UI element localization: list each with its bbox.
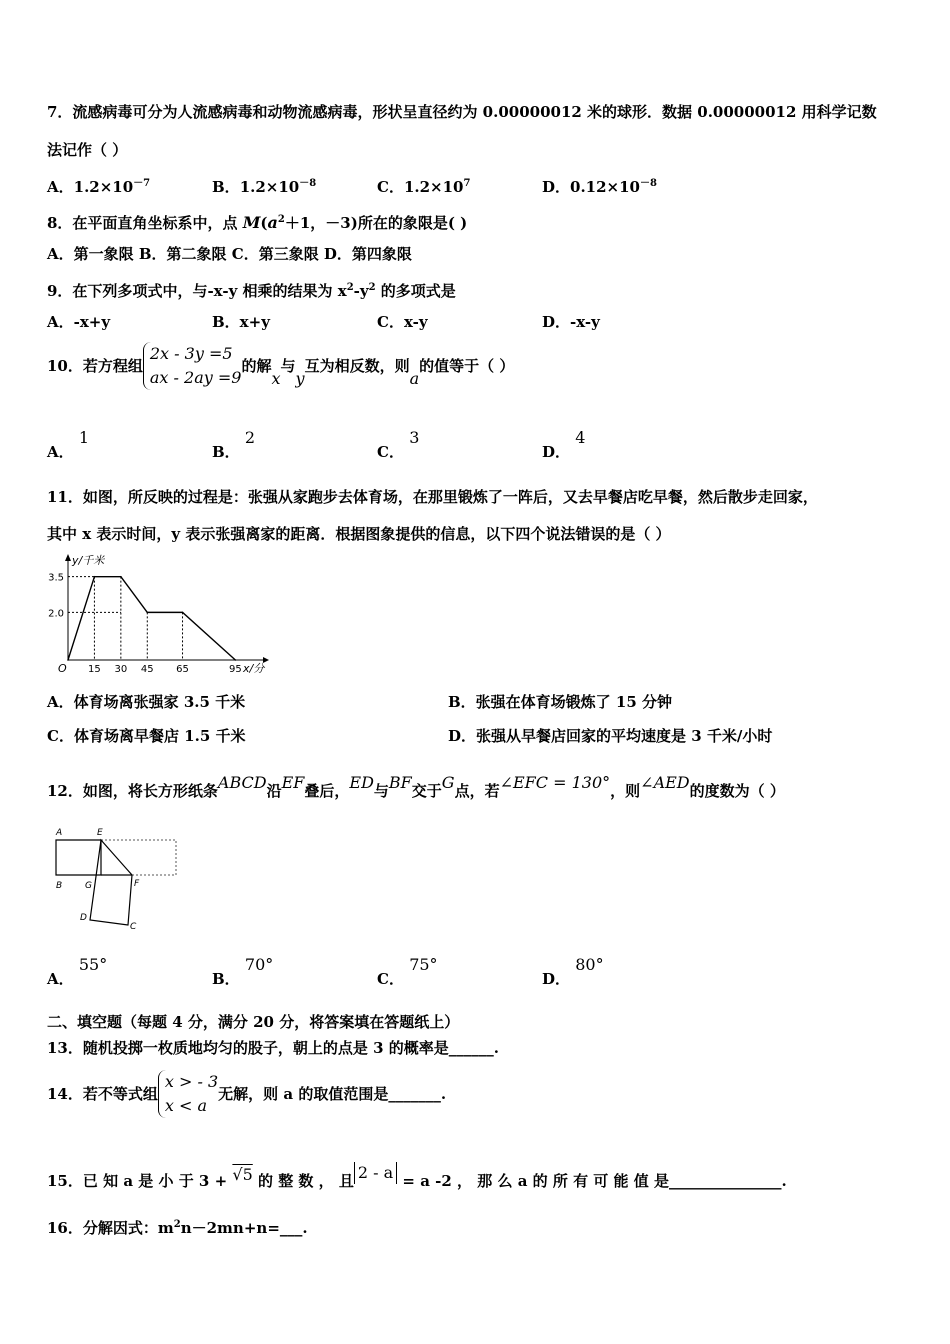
y-axis-arrow	[65, 554, 71, 561]
q10-option-b[interactable]: B． 2	[212, 428, 256, 461]
q11-line1: 11．如图，所反映的过程是：张强从家跑步去体育场，在那里锻炼了一阵后，又去早餐店吃早餐，然后散步走回家，	[47, 488, 818, 506]
x-tick-label: 30	[114, 664, 128, 675]
data-point	[67, 659, 69, 661]
q7-option-a[interactable]: A．$1.2\times 10^{-7}$	[47, 178, 151, 196]
q10-stem: 10．若方程组2x - 3y =5 ax - 2ay =9的解x与y互为相反数，则a的值等于（ ）	[47, 344, 515, 388]
q12-stem: 12．如图，将长方形纸条ABCD沿EF叠后，ED与BF交于G点，若∠EFC = 130°，则∠AED的度数为（ ）	[47, 773, 785, 800]
q11-distance-time-graph	[40, 552, 275, 682]
fig-label-b: B	[56, 881, 63, 891]
data-point	[146, 612, 148, 614]
q9-option-c[interactable]: C．x-y	[377, 313, 428, 331]
fig-label-d: D	[80, 913, 87, 923]
q8-stem: 8．在平面直角坐标系中，点 $M(a^2+1$，－3)所在的象限是( )	[47, 213, 468, 232]
q16-stem: 16．分解因式：$m^2n-2mn+n=\_\_\_$.	[47, 1219, 308, 1237]
q12-folded-rectangle-figure	[48, 822, 183, 932]
x-tick-label: 95	[229, 664, 242, 675]
q13-stem: 13．随机投掷一枚质地均匀的股子，朝上的点是 3 的概率是______.	[47, 1039, 499, 1057]
x-axis-label: x/分	[243, 662, 265, 675]
q15-absolute-value: 2 - a	[354, 1162, 397, 1184]
q12-option-b[interactable]: B． 70°	[212, 955, 274, 988]
q7-option-b[interactable]: B．$1.2\times 10^{-8}$	[212, 178, 317, 196]
y-tick-label: 2.0	[48, 608, 64, 620]
x-tick-label: 65	[176, 664, 189, 675]
q10-option-d[interactable]: D． 4	[542, 428, 586, 461]
x-tick-label: 15	[88, 664, 101, 675]
data-line	[68, 577, 235, 660]
q9-option-b[interactable]: B．x+y	[212, 313, 270, 331]
q12-option-d[interactable]: D． 80°	[542, 955, 604, 988]
origin-label: O	[58, 662, 67, 675]
q9-option-a[interactable]: A．-x+y	[47, 313, 111, 331]
q14-inequality-system: x > - 3 x < a	[158, 1070, 218, 1118]
fig-label-c: C	[130, 922, 137, 932]
q7-option-d[interactable]: D．$0.12\times 10^{-8}$	[542, 178, 657, 196]
q10-equation-system: 2x - 3y =5 ax - 2ay =9	[143, 342, 242, 390]
q10-option-c[interactable]: C． 3	[377, 428, 420, 461]
q14-stem: 14．若不等式组x > - 3 x < a无解，则 a 的取值范围是_______.	[47, 1070, 446, 1118]
data-point	[120, 576, 122, 578]
q9-option-d[interactable]: D．-x-y	[542, 313, 600, 331]
fig-label-a: A	[56, 828, 63, 838]
q7-option-c[interactable]: C．$1.2\times 10^7$	[377, 178, 471, 196]
q15-stem: 15．已 知 a 是 小 于 3 + √5 的 整 数 ， 且 2 - a = a -2 ， 那 么 a 的 所 有 可 能 值 是_______________.	[47, 1163, 787, 1190]
y-axis-label: y/千米	[72, 554, 105, 567]
x-tick-label: 45	[140, 664, 154, 675]
q12-option-a[interactable]: A． 55°	[47, 955, 108, 988]
data-point	[94, 576, 96, 578]
fig-label-e: E	[97, 828, 103, 838]
q8-options[interactable]: A．第一象限 B．第二象限 C．第三象限 D．第四象限	[47, 245, 412, 263]
fig-label-g: G	[85, 881, 92, 891]
q7-line1: 7．流感病毒可分为人流感病毒和动物流感病毒，形状呈直径约为 0.00000012 米的球形．数据 0.00000012 用科学记数	[47, 103, 877, 121]
q11-option-d[interactable]: D．张强从早餐店回家的平均速度是 3 千米/小时	[448, 727, 773, 745]
q9-stem: 9．在下列多项式中，与-x-y 相乘的结果为 $x^2-y^2$ 的多项式是	[47, 282, 456, 300]
data-point	[235, 659, 237, 661]
y-tick-label: 3.5	[48, 572, 64, 584]
q12-option-c[interactable]: C． 75°	[377, 955, 438, 988]
q10-option-a[interactable]: A． 1	[47, 428, 90, 461]
fig-label-f: F	[134, 879, 140, 889]
q7-line2: 法记作（ ）	[47, 141, 128, 159]
q11-option-c[interactable]: C．体育场离早餐店 1.5 千米	[47, 727, 246, 745]
q11-option-a[interactable]: A．体育场离张强家 3.5 千米	[47, 693, 246, 711]
section-2-title: 二、填空题（每题 4 分，满分 20 分，将答案填在答题纸上）	[47, 1013, 460, 1031]
q11-option-b[interactable]: B．张强在体育场锻炼了 15 分钟	[448, 693, 672, 711]
data-point	[182, 612, 184, 614]
q11-line2: 其中 x 表示时间，y 表示张强离家的距离．根据图象提供的信息，以下四个说法错误的是（ ）	[47, 525, 671, 543]
